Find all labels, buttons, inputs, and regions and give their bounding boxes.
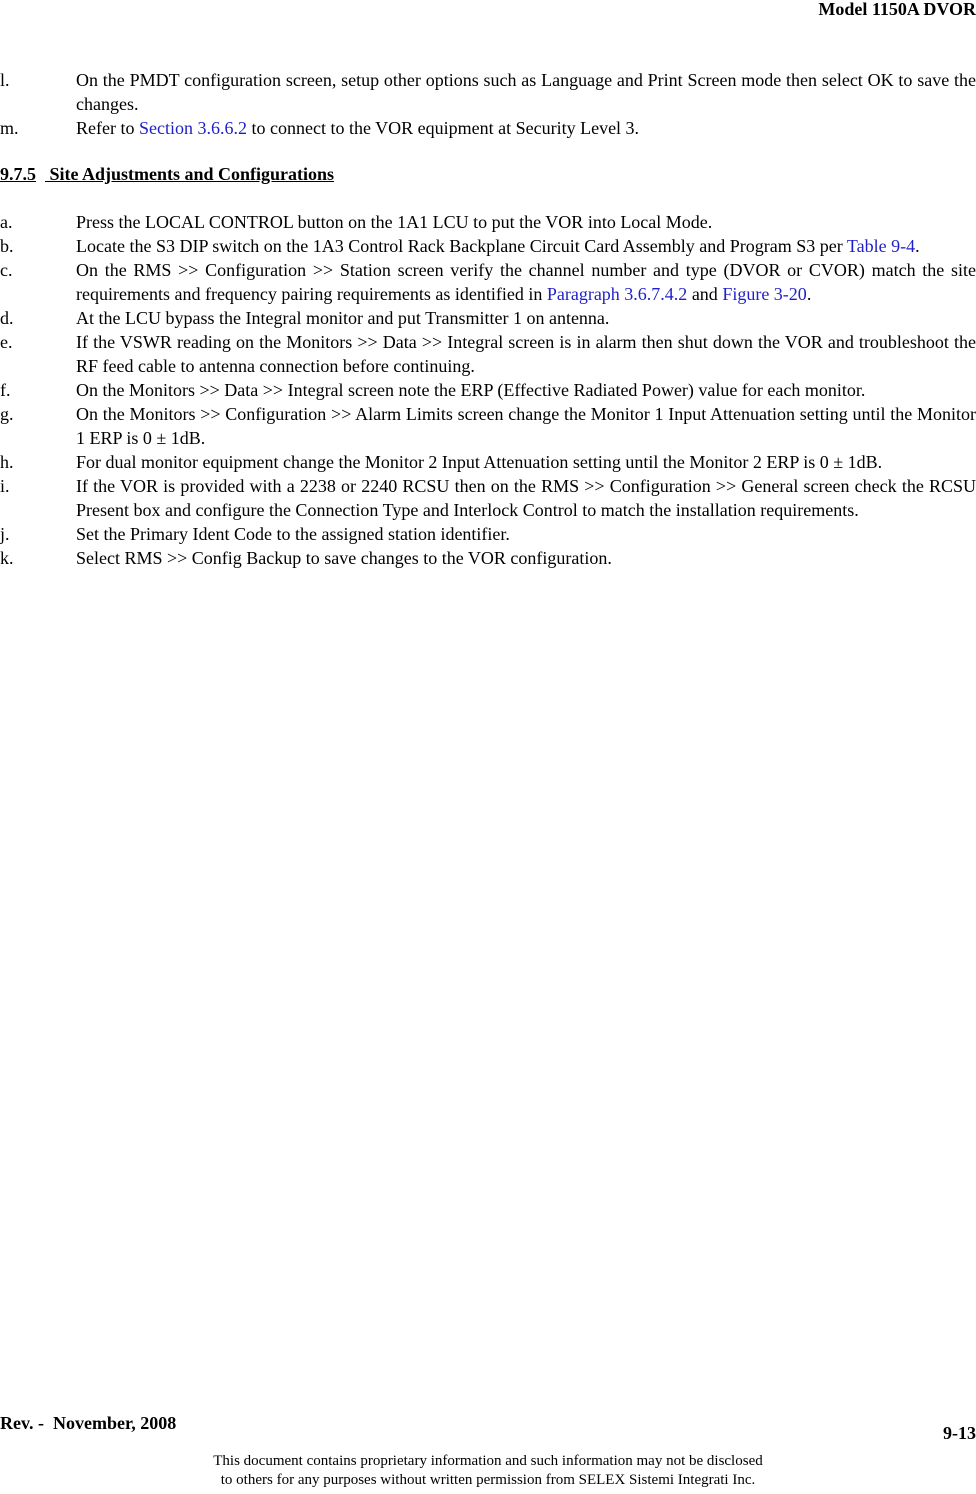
list-item <box>0 258 976 306</box>
item-marker: b. <box>0 236 14 256</box>
item-text: . <box>915 236 920 256</box>
revision-date: Rev. - November, 2008 <box>0 1413 177 1433</box>
item-text: For dual monitor equipment change the Monitor 2 Input Attenuation setting until the Monitor 2 ERP is 0 ± 1dB. <box>76 452 883 472</box>
item-text: On the PMDT configuration screen, setup other options such as Language and Print Screen mode then select OK to save the changes. <box>76 70 976 114</box>
item-marker: c. <box>0 260 13 280</box>
section-item-list <box>0 210 976 570</box>
item-marker: d. <box>0 308 14 328</box>
list-item <box>0 330 976 378</box>
section-title: Site Adjustments and Configurations <box>49 164 335 184</box>
pre-item-list <box>0 68 976 140</box>
item-text: Select RMS >> Config Backup to save changes to the VOR configuration. <box>76 548 612 568</box>
item-text: On the Monitors >> Data >> Integral screen note the ERP (Effective Radiated Power) value for each monitor. <box>76 380 866 400</box>
list-item <box>0 546 976 570</box>
item-text: On the RMS >> Configuration >> Station screen verify the channel number and type (DVOR or CVOR) match the site requirements and frequency pairing requirements as identified in <box>76 260 976 304</box>
item-text: At the LCU bypass the Integral monitor and put Transmitter 1 on antenna. <box>76 308 610 328</box>
list-item <box>0 306 976 330</box>
item-text: Press the LOCAL CONTROL button on the 1A1 LCU to put the VOR into Local Mode. <box>76 212 713 232</box>
item-marker: m. <box>0 118 19 138</box>
section-number: 9.7.5 <box>0 164 36 184</box>
item-text: Refer to <box>76 118 139 138</box>
list-item <box>0 116 976 140</box>
list-item <box>0 210 976 234</box>
figure-link[interactable]: Figure 3-20 <box>722 284 807 304</box>
item-marker: j. <box>0 524 10 544</box>
item-marker: l. <box>0 70 10 90</box>
list-item <box>0 402 976 450</box>
item-text: to connect to the VOR equipment at Security Level 3. <box>246 118 640 138</box>
item-text: If the VOR is provided with a 2238 or 2240 RCSU then on the RMS >> Configuration >> General screen check the RCSU Present box and configure the Connection Type and Interlock Control to match the installation requirements. <box>76 476 976 520</box>
item-text: Set the Primary Ident Code to the assigned station identifier. <box>76 524 510 544</box>
list-item <box>0 522 976 546</box>
notice-line: to others for any purposes without written permission from SELEX Sistemi Integrati Inc. <box>220 1472 756 1488</box>
item-text: If the VSWR reading on the Monitors >> Data >> Integral screen is in alarm then shut down the VOR and troubleshoot the RF feed cable to antenna connection before continuing. <box>76 332 976 376</box>
list-item <box>0 474 976 522</box>
section-link[interactable]: Section 3.6.6.2 <box>138 118 247 138</box>
list-item <box>0 234 976 258</box>
page-number: 9-13 <box>943 1423 976 1443</box>
item-marker: a. <box>0 212 13 232</box>
table-link[interactable]: Table 9-4 <box>846 236 916 256</box>
item-text: Locate the S3 DIP switch on the 1A3 Control Rack Backplane Circuit Card Assembly and Program S3 per <box>76 236 847 256</box>
section-heading <box>0 162 976 186</box>
item-marker: f. <box>0 380 11 400</box>
item-marker: k. <box>0 548 14 568</box>
list-item <box>0 450 976 474</box>
list-item <box>0 68 976 116</box>
paragraph-link[interactable]: Paragraph 3.6.7.4.2 <box>546 284 688 304</box>
item-marker: h. <box>0 452 14 472</box>
header-title: Model 1150A DVOR <box>818 0 976 19</box>
document-body <box>0 68 976 570</box>
item-text: and <box>687 284 723 304</box>
item-text: On the Monitors >> Configuration >> Alarm Limits screen change the Monitor 1 Input Attenuation setting until the Monitor 1 ERP is 0 ± 1dB. <box>76 404 976 448</box>
item-marker: e. <box>0 332 13 352</box>
item-marker: g. <box>0 404 14 424</box>
proprietary-notice <box>0 1452 976 1490</box>
item-text: . <box>806 284 812 304</box>
notice-line: This document contains proprietary information and such information may not be disclosed <box>213 1453 763 1469</box>
list-item <box>0 378 976 402</box>
item-marker: i. <box>0 476 10 496</box>
